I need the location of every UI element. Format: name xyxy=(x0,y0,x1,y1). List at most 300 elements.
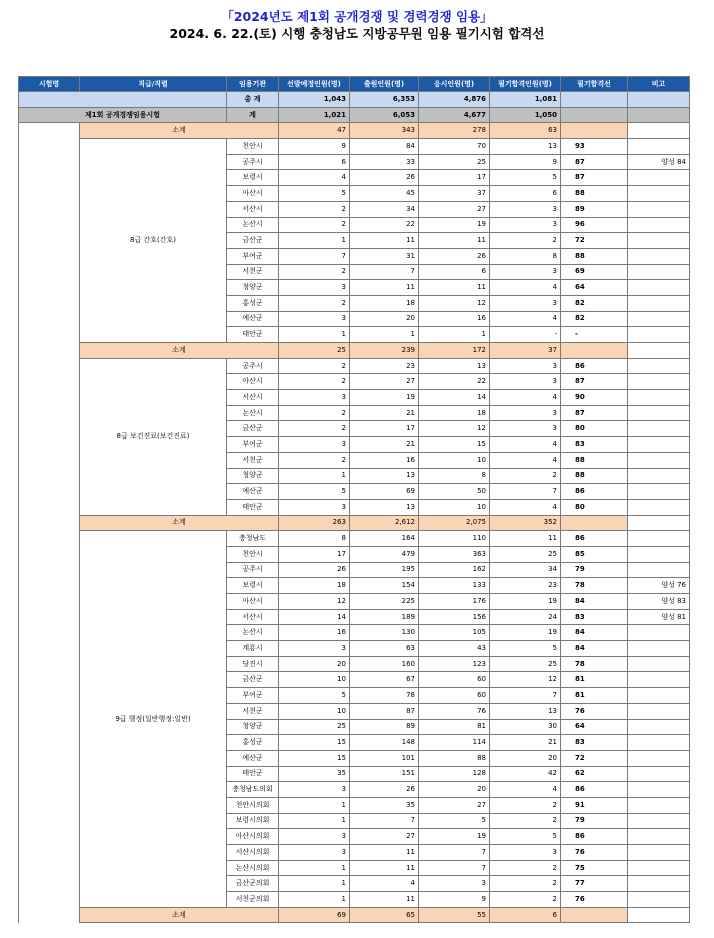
count-value: 88 xyxy=(419,750,490,766)
exam-total-label: 계 xyxy=(227,107,279,123)
grand-total-planned: 1,043 xyxy=(279,92,350,108)
header-rank: 직급/직렬 xyxy=(80,77,227,92)
count-value: 10 xyxy=(279,672,350,688)
count-value: 22 xyxy=(419,374,490,390)
count-value: 13 xyxy=(350,468,419,484)
rank-title: 8급 보건진료(보건진료) xyxy=(80,358,227,515)
count-value: 101 xyxy=(350,750,419,766)
header-passed: 필기합격인원(명) xyxy=(490,77,561,92)
subtotal-note xyxy=(628,343,690,359)
note-value xyxy=(628,782,690,798)
org-name: 논산시 xyxy=(227,405,279,421)
note-value xyxy=(628,735,690,751)
cutoff-value: 81 xyxy=(561,688,628,704)
count-value: 2 xyxy=(490,892,561,908)
org-name: 부여군 xyxy=(227,248,279,264)
count-value: 1 xyxy=(279,876,350,892)
org-name: 보령시 xyxy=(227,578,279,594)
cutoff-value: 83 xyxy=(561,437,628,453)
count-value: 6 xyxy=(419,264,490,280)
exam-spacer xyxy=(19,797,80,813)
count-value: 7 xyxy=(490,484,561,500)
table-header-row xyxy=(19,77,690,92)
note-value xyxy=(628,186,690,202)
count-value: 2 xyxy=(490,468,561,484)
grand-total-note xyxy=(628,92,690,108)
subtotal-value: 352 xyxy=(490,515,561,531)
note-value xyxy=(628,437,690,453)
count-value: 3 xyxy=(279,782,350,798)
subtotal-label: 소계 xyxy=(80,123,279,139)
count-value: 16 xyxy=(419,311,490,327)
count-value: 4 xyxy=(490,280,561,296)
org-name: 청양군 xyxy=(227,280,279,296)
count-value: 2 xyxy=(279,421,350,437)
org-name: 부여군 xyxy=(227,688,279,704)
count-value: 3 xyxy=(490,358,561,374)
count-value: 25 xyxy=(419,154,490,170)
exam-spacer xyxy=(19,735,80,751)
note-value xyxy=(628,719,690,735)
count-value: 1 xyxy=(350,327,419,343)
subtotal-cutoff xyxy=(561,343,628,359)
org-name: 보령시 xyxy=(227,170,279,186)
count-value: 5 xyxy=(279,688,350,704)
exam-spacer xyxy=(19,217,80,233)
count-value: 13 xyxy=(490,703,561,719)
count-value: 128 xyxy=(419,766,490,782)
note-value xyxy=(628,797,690,813)
count-value: 15 xyxy=(279,735,350,751)
org-name: 천안시의회 xyxy=(227,797,279,813)
count-value: 20 xyxy=(350,311,419,327)
note-value xyxy=(628,829,690,845)
subtotal-note xyxy=(628,515,690,531)
grand-total-passed: 1,081 xyxy=(490,92,561,108)
cutoff-value: 78 xyxy=(561,578,628,594)
count-value: 26 xyxy=(279,562,350,578)
subtotal-value: 25 xyxy=(279,343,350,359)
count-value: 18 xyxy=(279,578,350,594)
subtotal-note xyxy=(628,907,690,923)
count-value: 17 xyxy=(279,546,350,562)
count-value: 6 xyxy=(279,154,350,170)
note-value xyxy=(628,813,690,829)
count-value: 35 xyxy=(279,766,350,782)
subtotal-value: 239 xyxy=(350,343,419,359)
table-row xyxy=(19,531,690,547)
count-value: 5 xyxy=(490,829,561,845)
count-value: 154 xyxy=(350,578,419,594)
org-name: 서천군 xyxy=(227,264,279,280)
count-value: 24 xyxy=(490,609,561,625)
count-value: 19 xyxy=(350,390,419,406)
note-value xyxy=(628,892,690,908)
org-name: 공주시 xyxy=(227,154,279,170)
note-value xyxy=(628,421,690,437)
count-value: 12 xyxy=(419,421,490,437)
count-value: 225 xyxy=(350,594,419,610)
cutoff-value: 88 xyxy=(561,468,628,484)
count-value: 35 xyxy=(350,797,419,813)
cutoff-value: 87 xyxy=(561,374,628,390)
count-value: 27 xyxy=(350,374,419,390)
org-name: 아산시 xyxy=(227,186,279,202)
count-value: 3 xyxy=(490,374,561,390)
count-value: 8 xyxy=(419,468,490,484)
count-value: 176 xyxy=(419,594,490,610)
count-value: 133 xyxy=(419,578,490,594)
count-value: 3 xyxy=(490,264,561,280)
cutoff-value: 82 xyxy=(561,311,628,327)
count-value: - xyxy=(490,327,561,343)
org-name: 서천군 xyxy=(227,452,279,468)
results-table xyxy=(18,76,690,923)
header-tested: 응시인원(명) xyxy=(419,77,490,92)
cutoff-value: 72 xyxy=(561,233,628,249)
cutoff-value: 87 xyxy=(561,154,628,170)
count-value: 26 xyxy=(419,248,490,264)
exam-spacer xyxy=(19,703,80,719)
org-name: 충청남도의회 xyxy=(227,782,279,798)
count-value: 11 xyxy=(419,233,490,249)
exam-spacer xyxy=(19,248,80,264)
exam-spacer xyxy=(19,374,80,390)
subtotal-value: 47 xyxy=(279,123,350,139)
subtotal-value: 69 xyxy=(279,907,350,923)
cutoff-value: 86 xyxy=(561,829,628,845)
count-value: 363 xyxy=(419,546,490,562)
exam-name: 제1회 공개경쟁임용시험 xyxy=(19,107,227,123)
count-value: 5 xyxy=(279,484,350,500)
count-value: 3 xyxy=(490,217,561,233)
count-value: 3 xyxy=(279,311,350,327)
rank-title: 9급 행정(일반행정:일반) xyxy=(80,531,227,908)
count-value: 151 xyxy=(350,766,419,782)
count-value: 2 xyxy=(279,295,350,311)
org-name: 공주시 xyxy=(227,358,279,374)
org-name: 서산시의회 xyxy=(227,845,279,861)
count-value: 67 xyxy=(350,672,419,688)
subtotal-value: 63 xyxy=(490,123,561,139)
cutoff-value: 83 xyxy=(561,735,628,751)
count-value: 4 xyxy=(490,437,561,453)
org-name: 아산시 xyxy=(227,374,279,390)
note-value xyxy=(628,625,690,641)
header-org: 임용기관 xyxy=(227,77,279,92)
org-name: 예산군 xyxy=(227,750,279,766)
count-value: 15 xyxy=(279,750,350,766)
subtotal-value: 172 xyxy=(419,343,490,359)
count-value: 13 xyxy=(419,358,490,374)
count-value: 18 xyxy=(350,295,419,311)
note-value xyxy=(628,641,690,657)
exam-spacer xyxy=(19,656,80,672)
org-name: 아산시 xyxy=(227,594,279,610)
note-value xyxy=(628,390,690,406)
subtotal-label: 소계 xyxy=(80,515,279,531)
exam-spacer xyxy=(19,484,80,500)
subtotal-label: 소계 xyxy=(80,343,279,359)
count-value: 26 xyxy=(350,170,419,186)
subtotal-value: 2,075 xyxy=(419,515,490,531)
count-value: 5 xyxy=(419,813,490,829)
exam-spacer xyxy=(19,311,80,327)
document-subtitle: 2024. 6. 22.(토) 시행 충청남도 지방공무원 임용 필기시험 합격선 xyxy=(169,26,545,41)
exam-total-planned: 1,021 xyxy=(279,107,350,123)
cutoff-value: 85 xyxy=(561,546,628,562)
exam-spacer xyxy=(19,688,80,704)
org-name: 보령시의회 xyxy=(227,813,279,829)
cutoff-value: 84 xyxy=(561,625,628,641)
exam-spacer xyxy=(19,907,80,923)
count-value: 11 xyxy=(350,845,419,861)
org-name: 청양군 xyxy=(227,468,279,484)
cutoff-value: 88 xyxy=(561,186,628,202)
count-value: 195 xyxy=(350,562,419,578)
count-value: 3 xyxy=(419,876,490,892)
org-name: 부여군 xyxy=(227,437,279,453)
exam-spacer xyxy=(19,295,80,311)
exam-spacer xyxy=(19,186,80,202)
cutoff-value: 91 xyxy=(561,797,628,813)
exam-spacer xyxy=(19,437,80,453)
count-value: 12 xyxy=(490,672,561,688)
count-value: 189 xyxy=(350,609,419,625)
note-value xyxy=(628,531,690,547)
note-value xyxy=(628,217,690,233)
count-value: 21 xyxy=(350,405,419,421)
count-value: 9 xyxy=(279,139,350,155)
note-value xyxy=(628,546,690,562)
cutoff-value: 76 xyxy=(561,703,628,719)
count-value: 20 xyxy=(279,656,350,672)
exam-spacer xyxy=(19,829,80,845)
exam-spacer xyxy=(19,813,80,829)
count-value: 148 xyxy=(350,735,419,751)
count-value: 2 xyxy=(490,860,561,876)
note-value xyxy=(628,295,690,311)
count-value: 9 xyxy=(490,154,561,170)
cutoff-value: 75 xyxy=(561,860,628,876)
exam-spacer xyxy=(19,452,80,468)
cutoff-value: 82 xyxy=(561,295,628,311)
exam-spacer xyxy=(19,201,80,217)
exam-spacer xyxy=(19,845,80,861)
org-name: 서천군 xyxy=(227,703,279,719)
count-value: 16 xyxy=(279,625,350,641)
subtotal-row xyxy=(19,907,690,923)
count-value: 43 xyxy=(419,641,490,657)
cutoff-value: 76 xyxy=(561,892,628,908)
note-value: 양성 84 xyxy=(628,154,690,170)
cutoff-value: 62 xyxy=(561,766,628,782)
count-value: 20 xyxy=(419,782,490,798)
org-name: 논산시 xyxy=(227,625,279,641)
count-value: 3 xyxy=(490,421,561,437)
count-value: 4 xyxy=(490,390,561,406)
count-value: 1 xyxy=(279,468,350,484)
count-value: 27 xyxy=(419,201,490,217)
org-name: 예산군 xyxy=(227,311,279,327)
subtotal-value: 6 xyxy=(490,907,561,923)
exam-spacer xyxy=(19,421,80,437)
count-value: 45 xyxy=(350,186,419,202)
exam-spacer xyxy=(19,782,80,798)
note-value xyxy=(628,201,690,217)
exam-spacer xyxy=(19,499,80,515)
count-value: 76 xyxy=(419,703,490,719)
count-value: 3 xyxy=(279,641,350,657)
rank-title: 8급 간호(간호) xyxy=(80,139,227,343)
cutoff-value: 93 xyxy=(561,139,628,155)
exam-spacer xyxy=(19,531,80,547)
exam-spacer xyxy=(19,546,80,562)
count-value: 1 xyxy=(279,327,350,343)
count-value: 70 xyxy=(419,139,490,155)
count-value: 7 xyxy=(350,813,419,829)
count-value: 5 xyxy=(490,641,561,657)
count-value: 2 xyxy=(490,813,561,829)
org-name: 서산시 xyxy=(227,201,279,217)
cutoff-value: 86 xyxy=(561,358,628,374)
note-value xyxy=(628,139,690,155)
note-value xyxy=(628,264,690,280)
exam-spacer xyxy=(19,468,80,484)
cutoff-value: 76 xyxy=(561,845,628,861)
exam-spacer xyxy=(19,876,80,892)
exam-spacer xyxy=(19,405,80,421)
count-value: 10 xyxy=(279,703,350,719)
subtotal-row xyxy=(19,343,690,359)
count-value: 15 xyxy=(419,437,490,453)
cutoff-value: 72 xyxy=(561,750,628,766)
count-value: 164 xyxy=(350,531,419,547)
note-value xyxy=(628,688,690,704)
org-name: 충청남도 xyxy=(227,531,279,547)
exam-spacer xyxy=(19,233,80,249)
count-value: 2 xyxy=(279,374,350,390)
count-value: 7 xyxy=(279,248,350,264)
count-value: 7 xyxy=(419,845,490,861)
cutoff-value: 84 xyxy=(561,594,628,610)
cutoff-value: 80 xyxy=(561,421,628,437)
grand-total-applied: 6,353 xyxy=(350,92,419,108)
count-value: 114 xyxy=(419,735,490,751)
cutoff-value: 86 xyxy=(561,531,628,547)
exam-total-note xyxy=(628,107,690,123)
subtotal-value: 263 xyxy=(279,515,350,531)
count-value: 19 xyxy=(490,594,561,610)
cutoff-value: - xyxy=(561,327,628,343)
subtotal-value: 2,612 xyxy=(350,515,419,531)
cutoff-value: 84 xyxy=(561,641,628,657)
count-value: 12 xyxy=(419,295,490,311)
cutoff-value: 88 xyxy=(561,452,628,468)
cutoff-value: 81 xyxy=(561,672,628,688)
count-value: 3 xyxy=(279,437,350,453)
count-value: 11 xyxy=(490,531,561,547)
count-value: 1 xyxy=(279,860,350,876)
count-value: 11 xyxy=(350,280,419,296)
note-value xyxy=(628,672,690,688)
count-value: 162 xyxy=(419,562,490,578)
subtotal-value: 65 xyxy=(350,907,419,923)
count-value: 5 xyxy=(490,170,561,186)
org-name: 금산군의회 xyxy=(227,876,279,892)
cutoff-value: 64 xyxy=(561,719,628,735)
org-name: 아산시의회 xyxy=(227,829,279,845)
org-name: 계룡시 xyxy=(227,641,279,657)
note-value xyxy=(628,405,690,421)
count-value: 5 xyxy=(279,186,350,202)
count-value: 7 xyxy=(419,860,490,876)
header-planned: 선발예정인원(명) xyxy=(279,77,350,92)
count-value: 42 xyxy=(490,766,561,782)
grand-total-blank xyxy=(19,92,227,108)
header-cutoff: 필기합격선 xyxy=(561,77,628,92)
count-value: 3 xyxy=(279,280,350,296)
exam-spacer xyxy=(19,562,80,578)
cutoff-value: 90 xyxy=(561,390,628,406)
org-name: 서산시 xyxy=(227,390,279,406)
subtotal-cutoff xyxy=(561,123,628,139)
count-value: 9 xyxy=(419,892,490,908)
org-name: 금산군 xyxy=(227,672,279,688)
header-exam: 시험명 xyxy=(19,77,80,92)
grand-total-cutoff xyxy=(561,92,628,108)
cutoff-value: 86 xyxy=(561,484,628,500)
exam-spacer xyxy=(19,327,80,343)
exam-spacer xyxy=(19,515,80,531)
count-value: 4 xyxy=(490,499,561,515)
count-value: 19 xyxy=(419,217,490,233)
org-name: 태안군 xyxy=(227,766,279,782)
count-value: 7 xyxy=(350,264,419,280)
header-applied: 출원인원(명) xyxy=(350,77,419,92)
count-value: 27 xyxy=(419,797,490,813)
table-row xyxy=(19,139,690,155)
org-name: 천안시 xyxy=(227,139,279,155)
count-value: 2 xyxy=(490,876,561,892)
exam-spacer xyxy=(19,625,80,641)
cutoff-value: 69 xyxy=(561,264,628,280)
count-value: 2 xyxy=(490,797,561,813)
org-name: 논산시 xyxy=(227,217,279,233)
org-name: 논산시의회 xyxy=(227,860,279,876)
count-value: 81 xyxy=(419,719,490,735)
count-value: 18 xyxy=(419,405,490,421)
cutoff-value: 79 xyxy=(561,813,628,829)
note-value xyxy=(628,484,690,500)
grand-total-row xyxy=(19,92,690,108)
subtotal-note xyxy=(628,123,690,139)
count-value: 2 xyxy=(279,452,350,468)
exam-spacer xyxy=(19,860,80,876)
exam-total-tested: 4,677 xyxy=(419,107,490,123)
note-value xyxy=(628,280,690,296)
count-value: 20 xyxy=(490,750,561,766)
exam-total-passed: 1,050 xyxy=(490,107,561,123)
count-value: 4 xyxy=(350,876,419,892)
exam-spacer xyxy=(19,264,80,280)
count-value: 2 xyxy=(279,217,350,233)
note-value xyxy=(628,845,690,861)
org-name: 서산시 xyxy=(227,609,279,625)
subtotal-value: 278 xyxy=(419,123,490,139)
exam-spacer xyxy=(19,750,80,766)
count-value: 160 xyxy=(350,656,419,672)
